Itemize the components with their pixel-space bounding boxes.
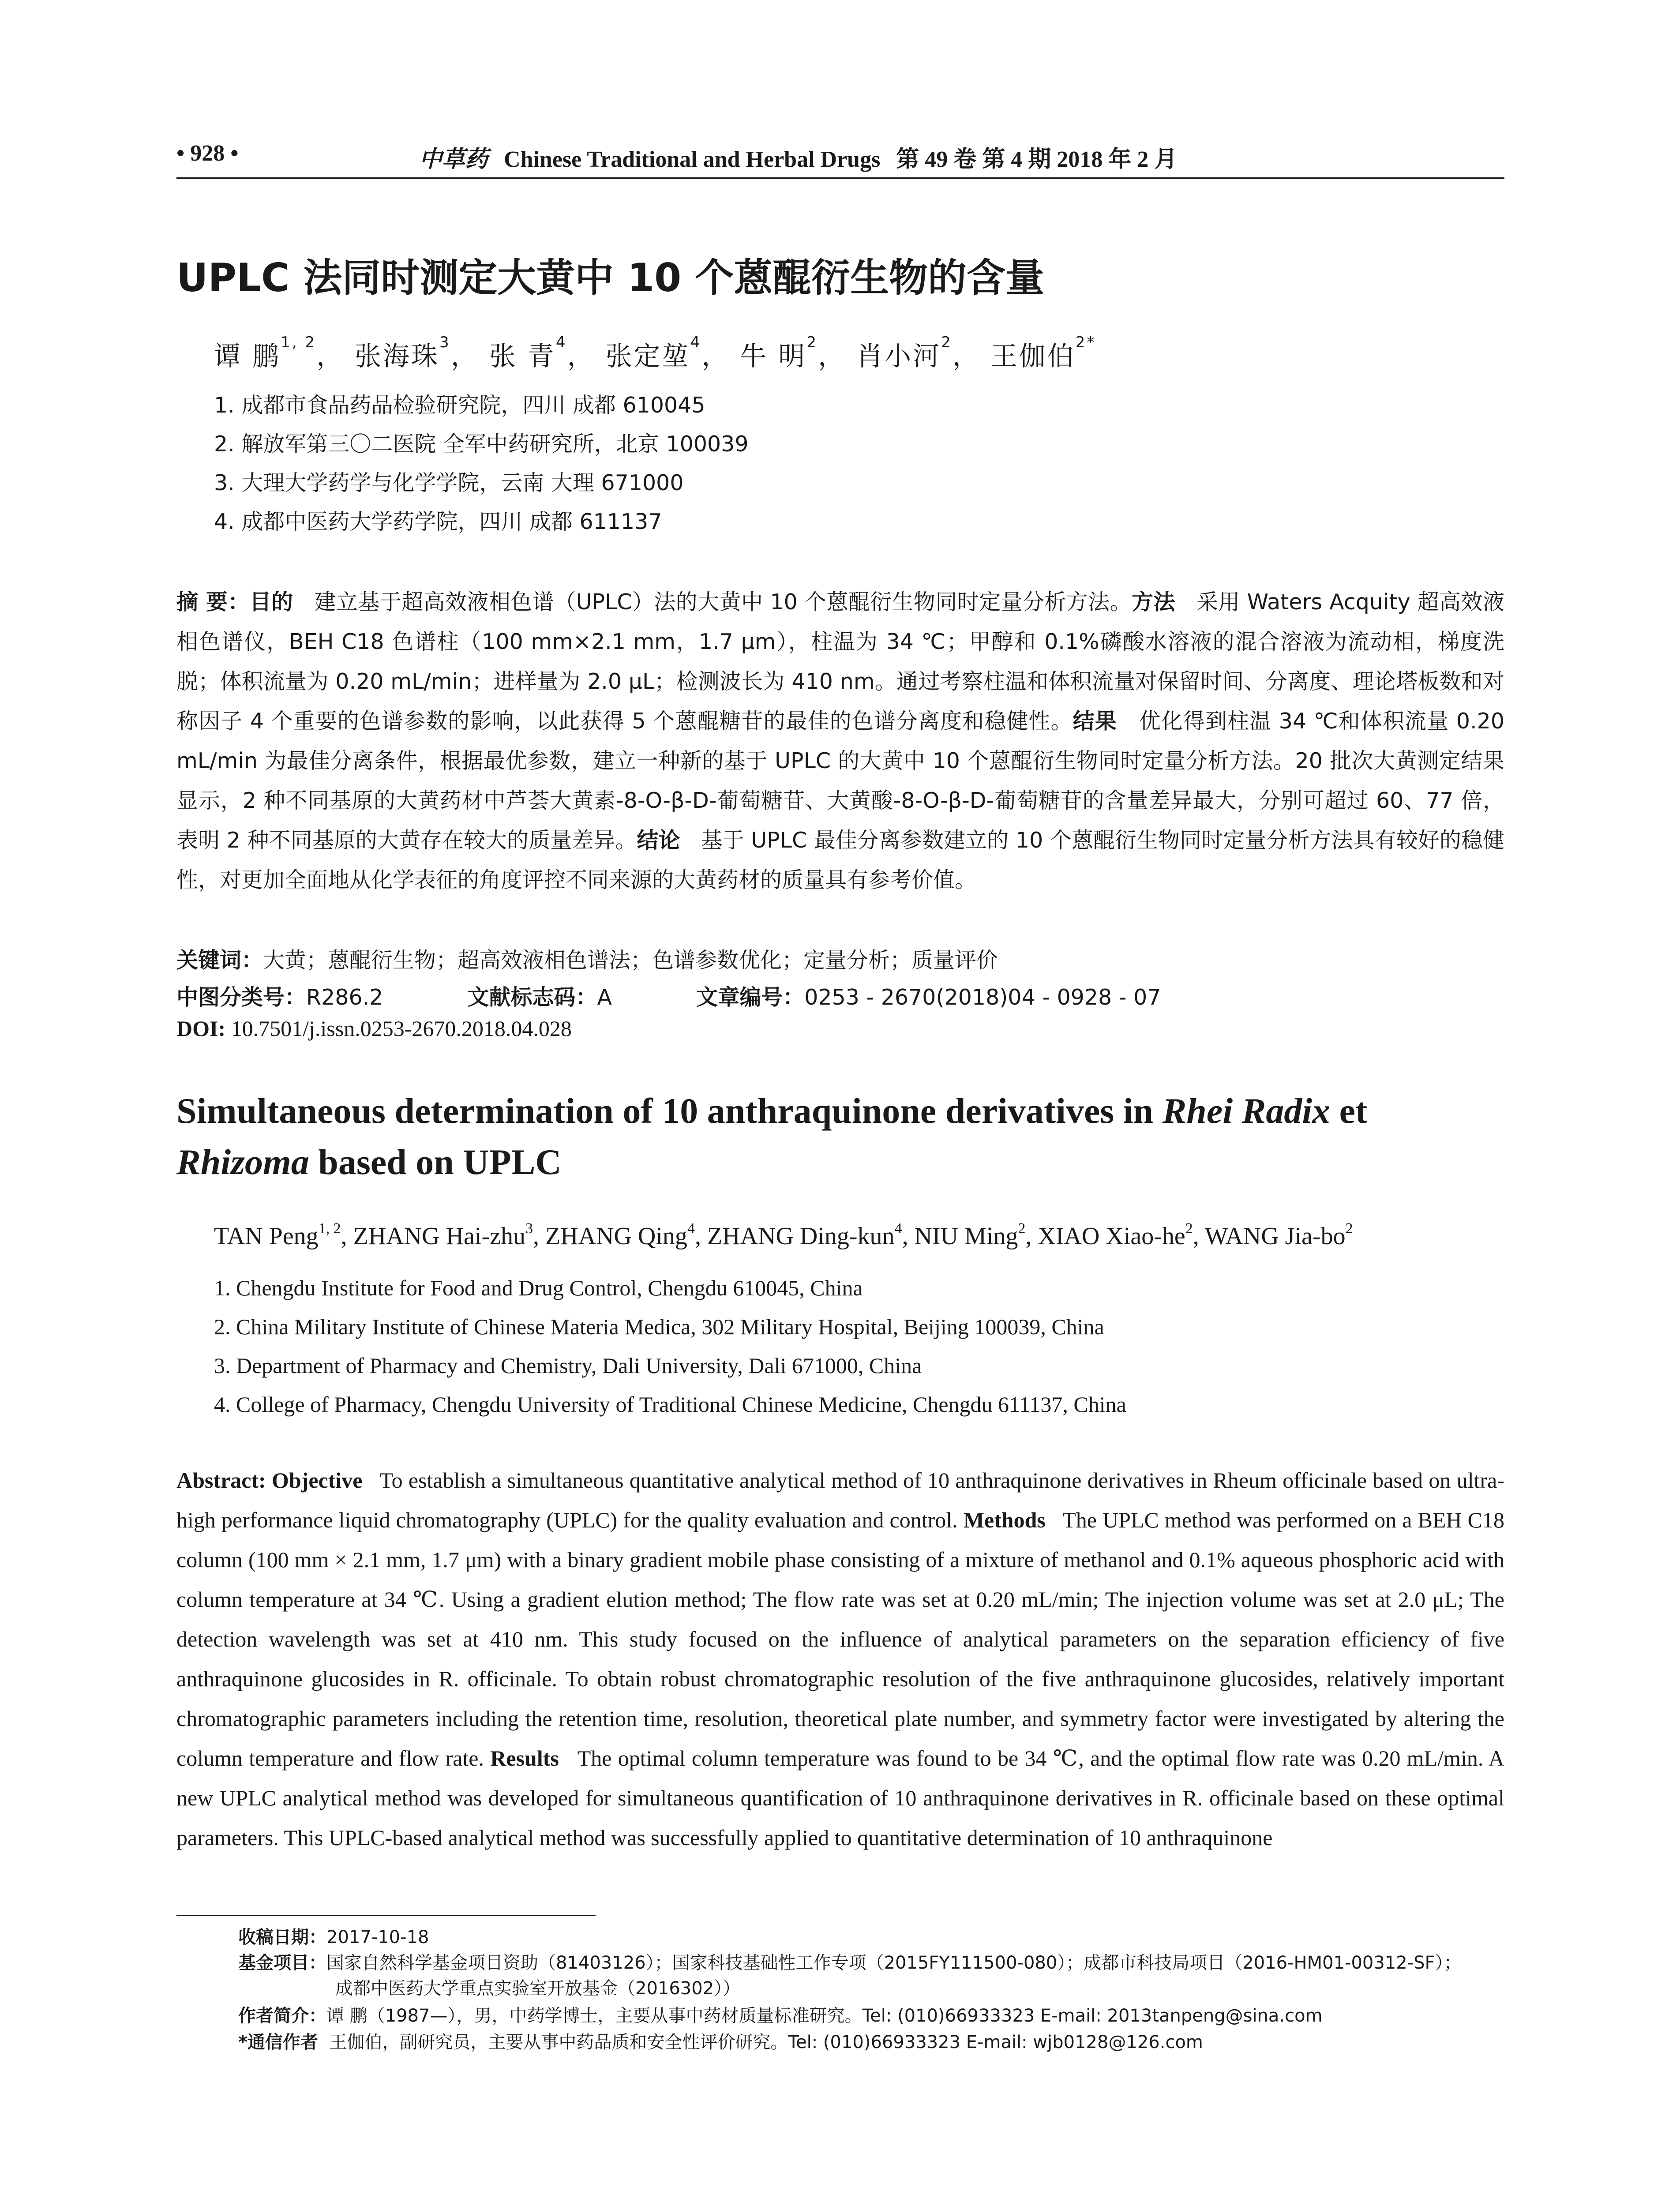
fund-label: 基金项目： bbox=[238, 1953, 326, 1973]
author-sup: 2* bbox=[1075, 334, 1096, 351]
footnote-author bbox=[238, 2003, 1323, 2029]
author-sup: 2 bbox=[1345, 1220, 1353, 1237]
title-en-part: Simultaneous determination of 10 anthraquinone derivatives in bbox=[176, 1091, 1162, 1131]
author-cn: 谭 鹏 bbox=[214, 341, 281, 372]
title-en-italic: Rhei Radix bbox=[1162, 1091, 1331, 1131]
doc-code-value: A bbox=[597, 985, 612, 1010]
footnote-divider bbox=[176, 1915, 596, 1916]
keywords-label: 关键词： bbox=[176, 948, 263, 973]
author-en: XIAO Xiao-he bbox=[1038, 1223, 1185, 1250]
authors-cn: 谭 鹏$^{1, 2}$， 张海珠$^3$， 张 青$^4$， 张定堃$^4$， 牛 明$^2$， 肖小河$^2$， 王伽伯$^{2*}$ bbox=[214, 334, 1096, 372]
methods-label: 方法 bbox=[1132, 589, 1175, 615]
methods-text: 采用 Waters Acquity 超高效液相色谱仪，BEH C18 色谱柱（100 mm×2.1 mm，1.7 μm），柱温为 34 ℃；甲醇和 0.1%磷酸水溶液的混合溶液为流动相，梯度洗脱；体积流量为 0.20 mL/min；进样量为 2.0 μL；检测波长为 410 nm。通过考察柱温和体积流量对保留时间、分离度、理论塔板数和对称因子 4 个重要的色谱参数的影响，以此获得 5 个蒽醌糖苷的最佳的色谱分离度和稳健性。 bbox=[176, 589, 1505, 734]
journal-logo: 中草药 bbox=[419, 146, 488, 173]
author-cn: 张海珠 bbox=[355, 341, 440, 372]
abstract-en bbox=[176, 1460, 1504, 1857]
title-en bbox=[176, 1085, 1504, 1188]
doi-label: DOI: bbox=[176, 1016, 226, 1041]
issue-info: 第 49 卷 第 4 期 2018 年 2 月 bbox=[896, 147, 1178, 172]
author-bio-label: 作者简介： bbox=[238, 2006, 326, 2026]
journal-name: Chinese Traditional and Herbal Drugs bbox=[504, 147, 881, 172]
clc-label: 中图分类号： bbox=[176, 985, 307, 1010]
results-label: 结果 bbox=[1072, 709, 1117, 734]
author-cn: 王伽伯 bbox=[990, 341, 1076, 372]
conclusion-label: 结论 bbox=[637, 828, 680, 853]
author-sup: 2 bbox=[1018, 1220, 1026, 1237]
corresponding-label: *通信作者 bbox=[238, 2032, 318, 2052]
author-sup: 2 bbox=[1185, 1220, 1193, 1237]
author-sup: 4 bbox=[555, 334, 567, 351]
author-sup: 4 bbox=[894, 1220, 902, 1237]
results-text: 优化得到柱温 34 ℃和体积流量 0.20 mL/min 为最佳分离条件，根据最优参数，建立一种新的基于 UPLC 的大黄中 10 个蒽醌衍生物同时定量分析方法。20 批次大黄测定结果显示，2 种不同基原的大黄药材中芦荟大黄素-8-O-β-D-葡萄糖苷、大黄酸-8-O-β-D-葡萄糖苷的含量差异最大，分别可超过 60、77 倍，表明 2 种不同基原的大黄存在较大的质量差异。 bbox=[176, 709, 1505, 853]
title-cn: UPLC 法同时测定大黄中 10 个蒽醌衍生物的含量 bbox=[176, 255, 1044, 300]
fund-text-1: 国家自然科学基金项目资助（81403126）；国家科技基础性工作专项（2015FY111500-080）；成都市科技局项目（2016-HM01-00312-SF）； bbox=[326, 1953, 1462, 1973]
title-en-part: based on UPLC bbox=[309, 1142, 562, 1182]
received-label: 收稿日期： bbox=[238, 1927, 326, 1947]
affiliation-cn-2: 2. 解放军第三〇二医院 全军中药研究所，北京 100039 bbox=[214, 431, 749, 457]
classification-line bbox=[176, 980, 1161, 1011]
author-en: ZHANG Hai-zhu bbox=[353, 1223, 525, 1250]
objective-en-text: To establish a simultaneous quantitative analytical method of 10 anthraquinone derivatives in Rheum officinale based on ultra-high performance liquid chromatography (UPLC) for the quality evaluation and control. bbox=[176, 1468, 1504, 1532]
affiliation-cn-4: 4. 成都中医药大学药学院，四川 成都 611137 bbox=[214, 509, 662, 534]
title-en-italic: Rhizoma bbox=[176, 1142, 309, 1182]
author-sup: 4 bbox=[690, 334, 702, 351]
author-sup: 2 bbox=[806, 334, 818, 351]
footnote-received bbox=[238, 1925, 429, 1950]
fund-text-2: 成都中医药大学重点实验室开放基金（2016302）） bbox=[335, 1978, 741, 1999]
keywords-text: 大黄；蒽醌衍生物；超高效液相色谱法；色谱参数优化；定量分析；质量评价 bbox=[263, 948, 998, 973]
article-no-label: 文章编号： bbox=[696, 985, 805, 1010]
doi-value: 10.7501/j.issn.0253-2670.2018.04.028 bbox=[231, 1016, 572, 1041]
received-date: 2017-10-18 bbox=[326, 1927, 429, 1947]
conclusion-text: 基于 UPLC 最佳分离参数建立的 10 个蒽醌衍生物同时定量分析方法具有较好的稳健性，对更加全面地从化学表征的角度评控不同来源的大黄药材的质量具有参考价值。 bbox=[176, 828, 1504, 893]
author-sup: 3 bbox=[525, 1220, 533, 1237]
footnote-corresponding bbox=[238, 2030, 1203, 2055]
affiliation-en-3: 3. Department of Pharmacy and Chemistry, Dali University, Dali 671000, China bbox=[214, 1353, 922, 1378]
abstract-cn bbox=[176, 582, 1504, 900]
affiliation-cn-3: 3. 大理大学药学与化学学院，云南 大理 671000 bbox=[214, 470, 684, 495]
author-en: NIU Ming bbox=[914, 1223, 1018, 1250]
journal-info bbox=[419, 140, 1177, 173]
objective-text: 建立基于超高效液相色谱（UPLC）法的大黄中 10 个蒽醌衍生物同时定量分析方法。 bbox=[314, 589, 1132, 615]
author-en: ZHANG Ding-kun bbox=[707, 1223, 895, 1250]
clc-value: R286.2 bbox=[306, 985, 383, 1010]
author-en: WANG Jia-bo bbox=[1204, 1223, 1346, 1250]
author-sup: 1, 2 bbox=[281, 334, 316, 351]
author-cn: 牛 明 bbox=[740, 341, 807, 372]
abstract-label: 摘 要： bbox=[176, 589, 250, 615]
page-number: • 928 • bbox=[176, 141, 239, 166]
results-en-label: Results bbox=[490, 1746, 559, 1771]
affiliation-en-4: 4. College of Pharmacy, Chengdu University of Traditional Chinese Medicine, Chengdu 611137, China bbox=[214, 1392, 1126, 1417]
author-cn: 张定堃 bbox=[605, 341, 690, 372]
doi-line bbox=[176, 1016, 572, 1041]
author-en: ZHANG Qing bbox=[545, 1223, 687, 1250]
author-en: TAN Peng bbox=[214, 1223, 319, 1250]
corresponding-text: 王伽伯，副研究员，主要从事中药品质和安全性评价研究。Tel: (010)66933323 E-mail: wjb0128@126.com bbox=[329, 2032, 1203, 2052]
author-sup: 2 bbox=[941, 334, 952, 351]
footnote-fund bbox=[238, 1950, 1462, 2001]
author-cn: 肖小河 bbox=[856, 341, 941, 372]
methods-en-label: Methods bbox=[963, 1508, 1046, 1532]
affiliation-en-1: 1. Chengdu Institute for Food and Drug Control, Chengdu 610045, China bbox=[214, 1276, 863, 1300]
running-header bbox=[176, 140, 1504, 176]
objective-label: 目的 bbox=[249, 589, 293, 615]
keywords-cn bbox=[176, 943, 998, 974]
title-en-part: et bbox=[1330, 1091, 1368, 1131]
header-divider bbox=[176, 177, 1504, 179]
author-sup: 4 bbox=[687, 1220, 695, 1237]
article-no-value: 0253 - 2670(2018)04 - 0928 - 07 bbox=[804, 985, 1161, 1010]
doc-code-label: 文献标志码： bbox=[467, 985, 597, 1010]
results-en-text: The optimal column temperature was found to be 34 ℃, and the optimal flow rate was 0.20 mL/min. A new UPLC analytical method was developed for simultaneous quantification of 10 anthraquinone derivatives in R. officinale based on these optimal parameters. This UPLC-based analytical method was successfully applied to quantitative determination of 10 anthraquinone bbox=[176, 1746, 1505, 1850]
affiliation-en-2: 2. China Military Institute of Chinese Materia Medica, 302 Military Hospital, Beijing 100039, China bbox=[214, 1314, 1104, 1339]
author-bio-text: 谭 鹏（1987—），男，中药学博士，主要从事中药材质量标准研究。Tel: (010)66933323 E-mail: 2013tanpeng@sina.com bbox=[326, 2006, 1323, 2026]
authors-en: TAN Peng$^{1, 2}$, ZHANG Hai-zhu$^3$, ZHANG Qing$^4$, ZHANG Ding-kun$^4$, NIU Ming$^2$, XIAO Xiao-$he^2$, WANG Jia-$bo^2$ bbox=[214, 1220, 1353, 1250]
author-cn: 张 青 bbox=[489, 341, 556, 372]
methods-en-text: The UPLC method was performed on a BEH C18 column (100 mm × 2.1 mm, 1.7 μm) with a binary gradient mobile phase consisting of a mixture of methanol and 0.1% aqueous phosphoric acid with column temperature at 34 ℃. Using a gradient elution method; The flow rate was set at 0.20 mL/min; The injection volume was set at 2.0 μL; The detection wavelength was set at 410 nm. This study focused on the influence of analytical parameters on the separation efficiency of five anthraquinone glucosides in R. officinale. To obtain robust chromatographic resolution of the five anthraquinone glucosides, relatively important chromatographic parameters including the retention time, resolution, theoretical plate number, and symmetry factor were investigated by altering the column temperature and flow rate. bbox=[176, 1508, 1505, 1771]
author-sup: 1, 2 bbox=[318, 1220, 341, 1237]
abstract-en-label: Abstract: Objective bbox=[176, 1468, 363, 1493]
affiliation-cn-1: 1. 成都市食品药品检验研究院，四川 成都 610045 bbox=[214, 393, 705, 418]
author-sup: 3 bbox=[439, 334, 451, 351]
